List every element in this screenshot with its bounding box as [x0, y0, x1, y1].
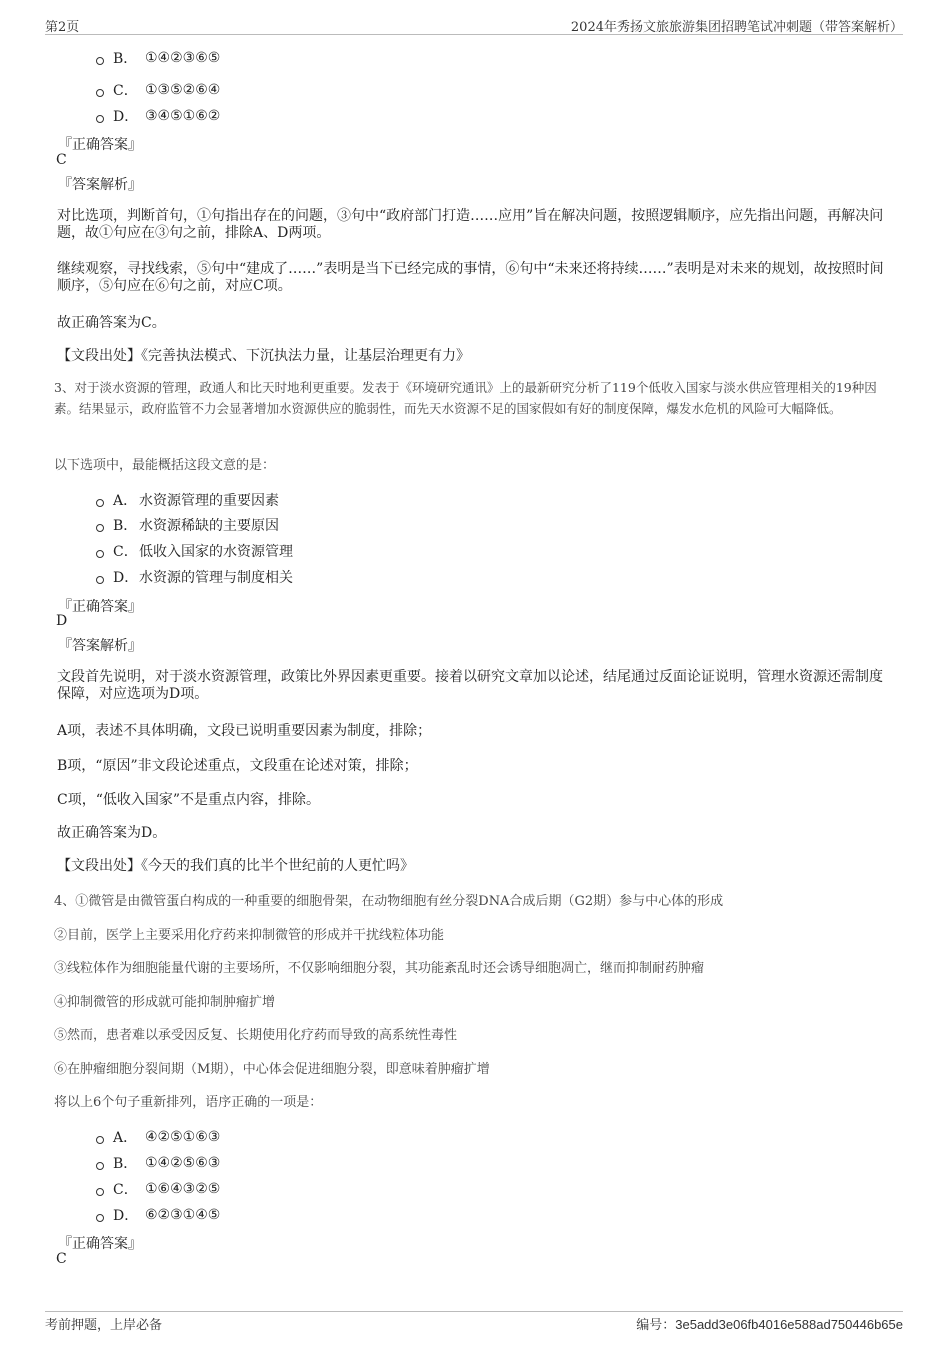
q4-option-a[interactable]: A． ④②⑤①⑥③: [96, 1127, 220, 1147]
q3-option-b[interactable]: B． 水资源稀缺的主要原因: [96, 515, 279, 535]
footer-rule: [45, 1311, 903, 1312]
radio-icon[interactable]: [96, 524, 104, 532]
q3-analysis-p5: 故正确答案为D。: [57, 825, 167, 841]
q4-answer-label: 『正确答案』: [58, 1236, 142, 1252]
q3-question: 以下选项中，最能概括这段文意的是：: [54, 458, 276, 473]
page-number: 第2页: [45, 20, 80, 35]
q2-analysis-label: 『答案解析』: [58, 177, 142, 193]
radio-icon[interactable]: [96, 1136, 104, 1144]
footer-slogan: 考前押题，上岸必备: [45, 1318, 163, 1333]
q4-sentence-5: ⑤然而，患者难以承受因反复、长期使用化疗药而导致的高系统性毒性: [54, 1028, 458, 1043]
q3-analysis-p3: B项，“原因”非文段论述重点，文段重在论述对策，排除；: [57, 758, 418, 774]
q4-sentence-3: ③线粒体作为细胞能量代谢的主要场所，不仅影响细胞分裂，其功能紊乱时还会诱导细胞凋亡，继而抑制耐药肿瘤: [54, 961, 705, 976]
q4-option-d[interactable]: D． ⑥②③①④⑤: [96, 1205, 220, 1225]
q3-analysis-p1: 文段首先说明，对于淡水资源管理，政策比外界因素更重要。接着以研究文章加以论述，结尾通过反面论证说明，管理水资源还需制度保障，对应选项为D项。: [57, 669, 883, 702]
q2-analysis-p1: 对比选项，判断首句，①句指出存在的问题，③句中“政府部门打造……应用”旨在解决问题，按照逻辑顺序，应先指出问题，再解决问题，故①句应在③句之前，排除A、D两项。: [57, 208, 884, 241]
q3-option-a[interactable]: A． 水资源管理的重要因素: [96, 490, 279, 510]
q4-option-c[interactable]: C． ①⑥④③②⑤: [96, 1179, 220, 1199]
q2-option-b[interactable]: B． ①④②③⑥⑤: [96, 48, 220, 68]
q3-answer: D: [56, 613, 68, 629]
radio-icon[interactable]: [96, 550, 104, 558]
q3-answer-label: 『正确答案』: [58, 599, 142, 615]
q3-source: 【文段出处】《今天的我们真的比半个世纪前的人更忙吗》: [57, 858, 414, 874]
q2-option-d[interactable]: D． ③④⑤①⑥②: [96, 106, 220, 126]
radio-icon[interactable]: [96, 1214, 104, 1222]
radio-icon[interactable]: [96, 1162, 104, 1170]
q2-answer-label: 『正确答案』: [58, 137, 142, 153]
radio-icon[interactable]: [96, 89, 104, 97]
q4-question: 将以上6个句子重新排列，语序正确的一项是：: [54, 1095, 323, 1110]
q3-option-d[interactable]: D． 水资源的管理与制度相关: [96, 567, 293, 587]
document-title: 2024年秀扬文旅旅游集团招聘笔试冲刺题（带答案解析）: [570, 20, 903, 35]
q2-source: 【文段出处】《完善执法模式、下沉执法力量，让基层治理更有力》: [57, 348, 470, 364]
q3-analysis-label: 『答案解析』: [58, 638, 142, 654]
q3-stem: 3、对于淡水资源的管理，政通人和比天时地利更重要。发表于《环境研究通讯》上的最新研究分析了119个低收入国家与淡水供应管理相关的19种因素。结果显示，政府监管不力会显著增加水资源供应的脆弱性，而先天水资源不足的国家假如有好的制度保障，爆发水危机的风险可大幅降低。: [54, 380, 877, 416]
q2-answer: C: [56, 152, 67, 168]
q4-sentence-1: 4、①微管是由微管蛋白构成的一种重要的细胞骨架，在动物细胞有丝分裂DNA合成后期（G2期）参与中心体的形成: [54, 894, 724, 909]
q4-sentence-4: ④抑制微管的形成就可能抑制肿瘤扩增: [54, 995, 276, 1010]
footer-serial: 编号：3e5add3e06fb4016e588ad750446b65e: [636, 1317, 903, 1332]
q4-answer: C: [56, 1251, 67, 1267]
q4-sentence-2: ②目前，医学上主要采用化疗药来抑制微管的形成并干扰线粒体功能: [54, 928, 445, 943]
header-rule: [45, 34, 903, 35]
q2-option-c[interactable]: C． ①③⑤②⑥④: [96, 80, 220, 100]
q3-analysis-p2: A项，表述不具体明确，文段已说明重要因素为制度，排除；: [57, 723, 432, 739]
radio-icon[interactable]: [96, 1188, 104, 1196]
radio-icon[interactable]: [96, 57, 104, 65]
radio-icon[interactable]: [96, 499, 104, 507]
radio-icon[interactable]: [96, 576, 104, 584]
radio-icon[interactable]: [96, 115, 104, 123]
q3-analysis-p4: C项，“低收入国家”不是重点内容，排除。: [57, 792, 321, 808]
q3-option-c[interactable]: C． 低收入国家的水资源管理: [96, 541, 293, 561]
q4-sentence-6: ⑥在肿瘤细胞分裂间期（M期），中心体会促进细胞分裂，即意味着肿瘤扩增: [54, 1062, 490, 1077]
q2-analysis-p2: 继续观察，寻找线索，⑤句中“建成了……”表明是当下已经完成的事情，⑥句中“未来还将持续……”表明是对未来的规划，故按照时间顺序，⑤句应在⑥句之前，对应C项。: [57, 261, 884, 294]
q4-option-b[interactable]: B． ①④②⑤⑥③: [96, 1153, 220, 1173]
q2-analysis-p3: 故正确答案为C。: [57, 315, 166, 331]
